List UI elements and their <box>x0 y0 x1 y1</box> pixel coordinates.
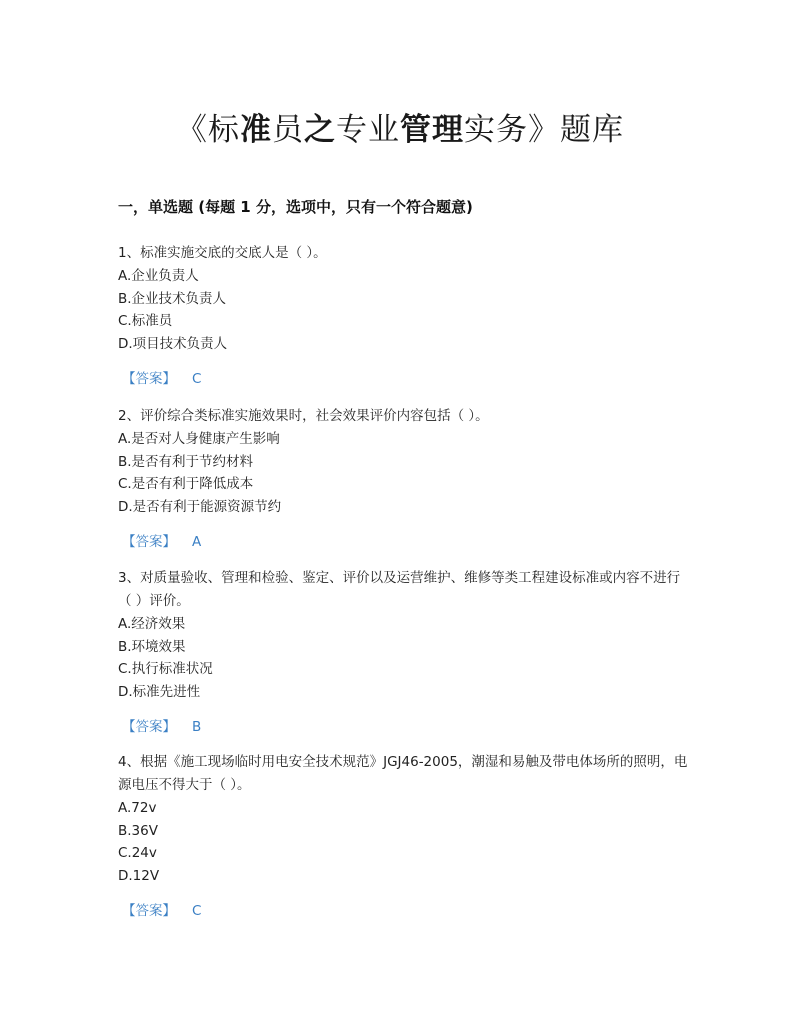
answer-value: C <box>192 903 202 919</box>
option-a: A.企业负责人 <box>118 268 199 284</box>
option-b: B.36V <box>118 822 158 839</box>
question-1 <box>118 242 688 390</box>
option-b: B.企业技术负责人 <box>118 290 227 307</box>
option-d: D.标准先进性 <box>118 683 201 700</box>
answer-line <box>118 531 688 553</box>
question-stem: 4、根据《施工现场临时用电安全技术规范》JGJ46-2005，潮湿和易触及带电体场所的照明，电源电压不得大于（ ）。 <box>118 754 688 793</box>
option-a: A.经济效果 <box>118 616 186 632</box>
title-part: 专业 <box>336 112 400 148</box>
title-part: 准 <box>240 112 272 148</box>
option-c: C.标准员 <box>118 313 173 329</box>
title-part: 《标 <box>176 112 240 148</box>
question-stem: 3、对质量验收、管理和检验、鉴定、评价以及运营维护、维修等类工程建设标准或内容不进行（ ）评价。 <box>118 570 681 609</box>
option-c: C.是否有利于降低成本 <box>118 476 254 492</box>
option-list <box>118 613 688 703</box>
option-b: B.环境效果 <box>118 638 186 655</box>
section-heading: 一，单选题 (每题 1 分，选项中，只有一个符合题意) <box>118 198 473 216</box>
option-c: C.执行标准状况 <box>118 661 213 677</box>
title-part: 员 <box>272 112 304 148</box>
title-part: 管理 <box>400 112 464 148</box>
page-title <box>0 108 800 152</box>
option-c: C.24v <box>118 845 157 861</box>
option-a: A.72v <box>118 800 157 816</box>
answer-label: 【答案】 <box>122 371 176 387</box>
answer-line <box>118 368 688 390</box>
question-4 <box>118 751 688 922</box>
question-3 <box>118 567 688 738</box>
question-stem: 2、评价综合类标准实施效果时，社会效果评价内容包括（ ）。 <box>118 408 489 424</box>
question-stem: 1、标准实施交底的交底人是（ ）。 <box>118 245 327 261</box>
answer-line <box>118 900 688 922</box>
answer-label: 【答案】 <box>122 534 176 550</box>
answer-value: B <box>192 719 202 735</box>
answer-line <box>118 716 688 738</box>
title-part: 实务》题库 <box>464 112 624 148</box>
question-2 <box>118 405 688 553</box>
option-list <box>118 797 688 887</box>
option-d: D.是否有利于能源资源节约 <box>118 498 282 515</box>
option-list <box>118 265 688 355</box>
option-list <box>118 428 688 518</box>
option-b: B.是否有利于节约材料 <box>118 453 254 470</box>
option-a: A.是否对人身健康产生影响 <box>118 431 280 447</box>
answer-value: C <box>192 371 202 387</box>
answer-label: 【答案】 <box>122 719 176 735</box>
title-part: 之 <box>304 112 336 148</box>
option-d: D.项目技术负责人 <box>118 335 228 352</box>
option-d: D.12V <box>118 867 160 884</box>
answer-value: A <box>192 534 202 550</box>
answer-label: 【答案】 <box>122 903 176 919</box>
